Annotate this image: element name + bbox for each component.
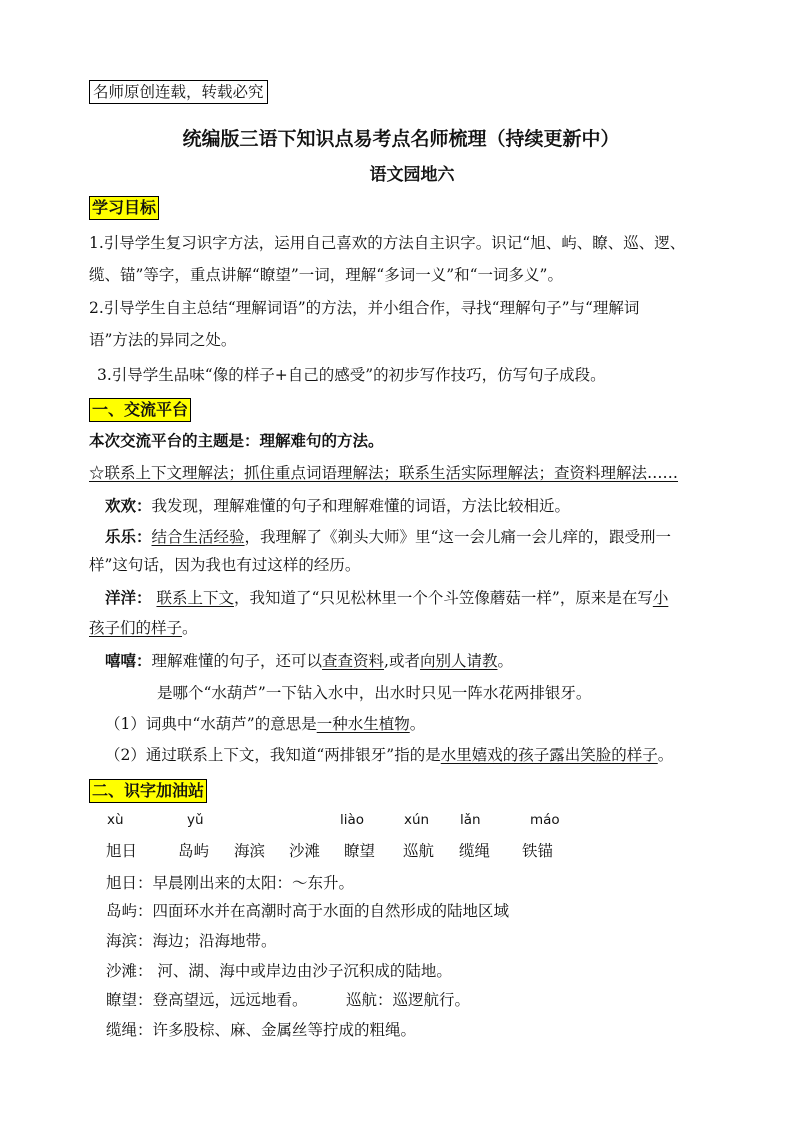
section-1-heading: 一、交流平台 [89, 398, 191, 422]
pinyin: lǎn [460, 812, 481, 828]
punctuation: 。 [657, 746, 674, 764]
goal-2-line-1: 2.引导学生自主总结“理解词语”的方法，并小组合作，寻找“理解句子”与“理解词 [89, 299, 640, 317]
speaker-name: 洋洋： [105, 588, 152, 607]
punctuation: 。 [497, 652, 514, 670]
huanhuan-line [105, 495, 570, 517]
pinyin: máo [530, 812, 560, 828]
methods-list: ☆联系上下文理解法；抓住重点词语理解法；联系生活实际理解法；查资料理解法…… [89, 464, 679, 482]
copyright-notice: 名师原创连载，转载必究 [89, 80, 268, 104]
yangyang-line [105, 587, 668, 609]
section-2-heading: 二、识字加油站 [89, 779, 207, 803]
lele-line [105, 526, 671, 548]
section-1-theme: 本次交流平台的主题是：理解难句的方法。 [89, 431, 384, 450]
document-subtitle: 语文园地六 [369, 165, 455, 185]
speech-text: ，我知道了“只见松林里一个个斗笠像蘑菇一样”，原来是在写 [233, 589, 653, 607]
goal-3: 3.引导学生品味“像的样子+自己的感受”的初步写作技巧，仿写句子成段。 [97, 366, 606, 384]
goal-2-line-2: 语”方法的异同之处。 [89, 331, 237, 349]
definition: 沙滩： 河、湖、海中或岸边由沙子沉积成的陆地。 [106, 962, 452, 980]
vocab-word: 旭日 [106, 842, 138, 860]
underlined-phrase: 查查资料 [322, 652, 385, 670]
lele-line-2: 样”这句话，因为我也有过这样的经历。 [89, 556, 361, 574]
vocab-word: 瞭望 [344, 842, 376, 860]
pinyin: liào [340, 812, 365, 828]
speech-text: ,或者 [384, 652, 420, 670]
punctuation: 。 [182, 619, 198, 637]
pinyin: yǔ [187, 812, 204, 828]
definition: 缆绳：许多股棕、麻、金属丝等拧成的粗绳。 [106, 1021, 417, 1039]
pinyin: xún [404, 812, 430, 828]
vocab-word: 岛屿 [178, 842, 210, 860]
answer: 一种水生植物 [316, 715, 410, 733]
underlined-phrase: 向别人请教 [419, 652, 498, 670]
underlined-phrase: 小 [652, 589, 669, 607]
speech-text: ，我理解了《剃头大师》里“这一会儿痛一会儿痒的，跟受刑一 [244, 528, 671, 546]
question-1 [105, 713, 425, 735]
goal-1-line-1: 1.引导学生复习识字方法，运用自己喜欢的方法自主识字。识记“旭、屿、瞭、巡、逻、 [89, 234, 686, 252]
underlined-phrase: 结合生活经验 [151, 528, 245, 546]
answer: 水里嬉戏的孩子露出笑脸的样子 [440, 746, 658, 764]
xixi-line [105, 650, 513, 672]
underlined-phrase: 孩子们的样子 [89, 619, 183, 637]
yangyang-line-2 [89, 617, 198, 639]
example-sentence: 是哪个“水葫芦”一下钻入水中，出水时只见一阵水花两排银牙。 [157, 684, 592, 702]
vocab-word: 沙滩 [289, 842, 321, 860]
vocab-word: 铁锚 [522, 842, 554, 860]
definition: 旭日：早晨刚出来的太阳：～东升。 [106, 874, 355, 892]
goals-heading: 学习目标 [89, 196, 159, 220]
definition: 岛屿：四面环水并在高潮时高于水面的自然形成的陆地区域 [106, 902, 510, 920]
speaker-name: 欢欢： [105, 496, 152, 515]
vocab-word: 缆绳 [459, 842, 491, 860]
speaker-name: 乐乐： [105, 527, 152, 546]
speech-text: 理解难懂的句子，还可以 [151, 652, 323, 670]
punctuation: 。 [409, 715, 426, 733]
question-2 [105, 744, 673, 766]
speaker-name: 嘻嘻： [105, 651, 152, 670]
underlined-phrase: 联系上下文 [156, 589, 234, 607]
definition: 瞭望：登高望远，远远地看。 [106, 991, 308, 1009]
definition: 海滨：海边；沿海地带。 [106, 932, 277, 950]
vocab-word: 巡航 [403, 842, 435, 860]
speech-text: 我发现，理解难懂的句子和理解难懂的词语，方法比较相近。 [151, 497, 571, 515]
pinyin: xù [107, 812, 124, 828]
question-text: （1）词典中“水葫芦”的意思是 [105, 715, 317, 733]
vocab-word: 海滨 [234, 842, 266, 860]
goal-1-line-2: 缆、锚”等字，重点讲解“瞭望”一词，理解“多词一义”和“一词多义”。 [89, 266, 563, 284]
question-text: （2）通过联系上下文，我知道“两排银牙”指的是 [105, 746, 441, 764]
definition: 巡航：巡逻航行。 [346, 991, 471, 1009]
document-title: 统编版三语下知识点易考点名师梳理（持续更新中） [182, 128, 620, 150]
